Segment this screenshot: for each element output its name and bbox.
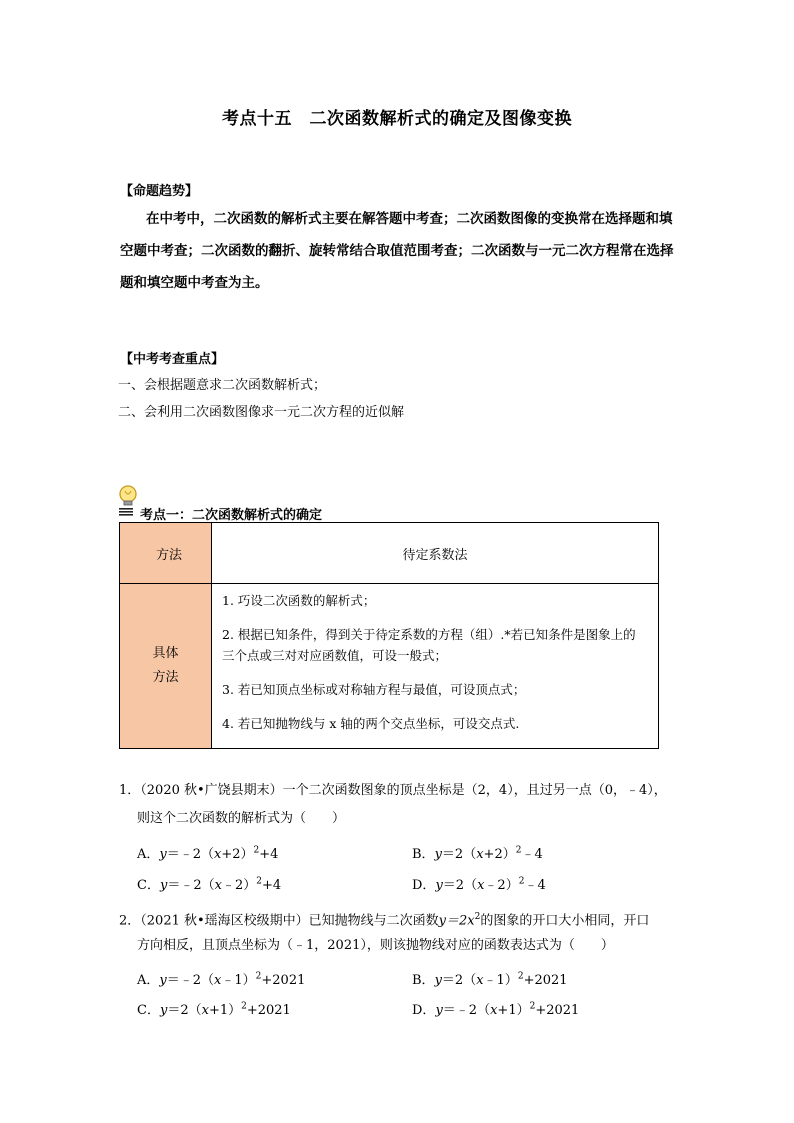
page-title: 考点十五 二次函数解析式的确定及图像变换 (222, 109, 572, 129)
option-letter: C． (137, 1003, 160, 1018)
option-letter: D． (412, 878, 436, 893)
question-2-option-d[interactable] (412, 999, 579, 1018)
expr-part: +4 (259, 847, 279, 862)
expr-part: ＝﹣2（ (166, 847, 215, 862)
exponent: 2 (256, 876, 262, 887)
exponent: 2 (241, 1001, 247, 1012)
trend-paragraph: 在中考中，二次函数的解析式主要在解答题中考查；二次函数图像的变换常在选择题和填空题中考查；二次函数的翻折、旋转常结合取值范围考查；二次函数与一元二次方程常在选择题和填空题中考查为主。 (120, 211, 674, 291)
step-4: 4. 若已知抛物线与 x 轴的两个交点坐标，可设交点式. (222, 716, 520, 731)
exponent: 2 (515, 845, 522, 856)
question-2-option-c[interactable] (137, 999, 291, 1018)
expr-part: +2） (221, 847, 254, 862)
question-1-option-c[interactable] (137, 874, 281, 893)
exponent: 2 (253, 845, 260, 856)
question-1-option-a[interactable] (137, 843, 278, 862)
var-y: y (159, 847, 167, 862)
steps-label-cell (120, 584, 212, 749)
step-1: 1. 巧设二次函数的解析式； (222, 593, 376, 608)
var-x: x (476, 973, 484, 988)
expr-part: ﹣4 (524, 878, 546, 893)
question-1-line-2: 则这个二次函数的解析式为（ ） (137, 811, 346, 826)
var-y: y (434, 973, 442, 988)
var-x: x (214, 847, 222, 862)
exponent: 2 (518, 876, 525, 887)
steps-label-line1: 具体 (152, 646, 179, 661)
step-3: 3. 若已知顶点坐标或对称轴方程与最值，可设顶点式； (222, 682, 526, 697)
exponent: 2 (517, 971, 524, 982)
expr-part: +4 (261, 878, 282, 893)
expr-part: +1） (208, 1003, 242, 1018)
var-y: y (434, 847, 442, 862)
var-x: x (477, 878, 485, 893)
expr-part: ﹣2） (221, 878, 257, 893)
question-1-line-1: 1．（2020 秋•广饶县期末）一个二次函数图象的顶点坐标是（2，4），且过另一点（0，﹣4）， (119, 783, 667, 798)
var-x: x (476, 847, 484, 862)
expr-part: +2） (483, 847, 516, 862)
key-point-item-2: 二、会利用二次函数图像求一元二次方程的近似解 (118, 405, 405, 420)
question-2-line-2: 方向相反，且顶点坐标为（﹣1，2021），则该抛物线对应的函数表达式为（ ） (137, 938, 614, 953)
var-y: y (159, 878, 168, 893)
exponent: 2 (474, 912, 481, 922)
expr-part: +2021 (246, 1003, 291, 1018)
var-x: x (201, 1003, 209, 1018)
option-letter: A． (137, 973, 160, 988)
var-x: x (214, 878, 222, 893)
question-2-option-b[interactable] (412, 969, 568, 988)
expr-part: ＝﹣2（ (166, 973, 215, 988)
question-1-option-d[interactable] (412, 874, 546, 893)
question-2-text-a: 2．（2021 秋•瑶海区校级期中）已知抛物线与二次函数 (119, 913, 439, 929)
trend-heading: 【命题趋势】 (120, 184, 199, 199)
option-letter: A． (137, 847, 160, 862)
option-letter: D． (412, 1003, 436, 1018)
expr-part: ＝2（ (442, 878, 478, 893)
expr-part: ＝﹣2（ (442, 1003, 491, 1018)
expr-part: ＝﹣2（ (167, 878, 215, 893)
lightbulb-icon (118, 483, 138, 517)
method-table (119, 522, 659, 749)
var-x: x (214, 973, 222, 988)
expr-part: +2021 (261, 973, 306, 988)
question-2-text-b: 的图象的开口大小相同，开口 (480, 913, 650, 929)
var-y: y (159, 1003, 168, 1018)
expr-part: ﹣4 (521, 847, 543, 862)
method-value-cell: 待定系数法 (212, 523, 659, 584)
expr-part: ﹣1） (221, 973, 256, 988)
var-y: y (435, 1003, 443, 1018)
var-y: y (435, 878, 443, 893)
step-2: 2. 根据已知条件，得到关于待定系数的方程（组）.*若已知条件是图象上的三个点或三对对应函数值，可设一般式； (222, 627, 636, 663)
exponent: 2 (529, 1001, 536, 1012)
expr-part: +1） (497, 1003, 530, 1018)
steps-cell (212, 584, 659, 749)
question-2-equation: y＝2x (438, 913, 475, 929)
var-y: y (159, 973, 167, 988)
expr-part: ﹣2） (484, 878, 519, 893)
key-points-heading: 【中考考查重点】 (120, 352, 225, 367)
option-letter: B． (412, 847, 435, 862)
question-1-option-b[interactable] (412, 843, 543, 862)
expr-part: +2021 (535, 1003, 580, 1018)
option-letter: C． (137, 878, 160, 893)
expr-part: ﹣1） (483, 973, 518, 988)
exponent: 2 (255, 971, 262, 982)
question-2-line-1 (119, 907, 649, 931)
question-2-option-a[interactable] (137, 969, 305, 988)
steps-label-line2: 方法 (152, 670, 179, 685)
expr-part: ＝2（ (441, 973, 477, 988)
option-letter: B． (412, 973, 435, 988)
section-heading: 考点一：二次函数解析式的确定 (140, 508, 323, 523)
method-label-cell: 方法 (120, 523, 212, 584)
expr-part: +2021 (523, 973, 568, 988)
key-point-item-1: 一、会根据题意求二次函数解析式； (118, 378, 327, 393)
var-x: x (490, 1003, 498, 1018)
expr-part: ＝2（ (441, 847, 477, 862)
expr-part: ＝2（ (167, 1003, 202, 1018)
